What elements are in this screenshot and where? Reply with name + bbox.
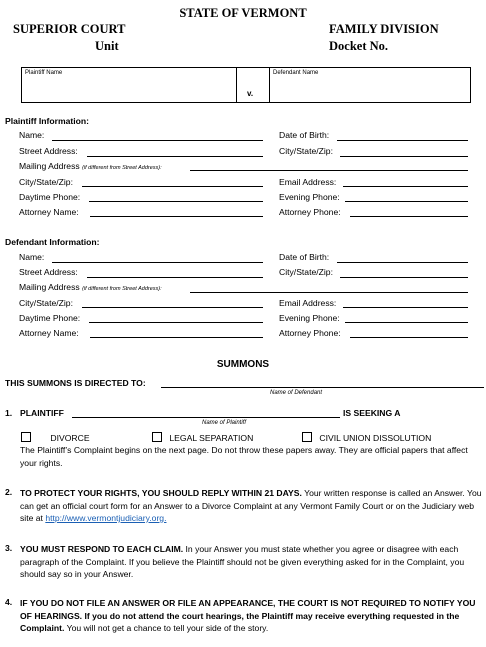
item2-number: 2. (5, 487, 13, 497)
name-of-defendant-caption: Name of Defendant (270, 390, 323, 396)
defendant-attorney-name-input[interactable] (90, 337, 263, 338)
plaintiff-info-title: Plaintiff Information: (5, 116, 90, 126)
legal-separation-checkbox[interactable] (152, 432, 162, 442)
plaintiff-name-field[interactable] (25, 78, 233, 100)
defendant-dob-label: Date of Birth: (279, 252, 330, 262)
plaintiff-mailing-label: Mailing Address (19, 161, 80, 171)
item1-text: The Plaintiff’s Complaint begins on the next page. Do not throw these papers away. They are official papers that affect your rights. (20, 445, 468, 468)
defendant-mailing-input[interactable] (190, 292, 468, 293)
item1-number: 1. (5, 408, 13, 418)
defendant-info-title: Defendant Information: (5, 237, 100, 247)
defendant-attorney-phone-label: Attorney Phone: (279, 328, 341, 338)
civil-union-checkbox[interactable] (302, 432, 312, 442)
plaintiff-city-top-label: City/State/Zip: (279, 146, 333, 156)
defendant-name-label: Defendant Name (273, 70, 319, 76)
plaintiff-name-label2: Name: (19, 130, 45, 140)
item1-plaintiff-input[interactable] (72, 417, 340, 418)
defendant-mailing-note: (if different from Street Address): (82, 286, 162, 292)
item3-heading: YOU MUST RESPOND TO EACH CLAIM. (20, 544, 184, 554)
defendant-city-top-label: City/State/Zip: (279, 267, 333, 277)
name-of-plaintiff-caption: Name of Plaintiff (202, 420, 247, 426)
plaintiff-dob-label: Date of Birth: (279, 130, 330, 140)
item4-paragraph (20, 597, 482, 635)
plaintiff-street-input[interactable] (87, 156, 263, 157)
plaintiff-evening-input[interactable] (345, 201, 468, 202)
defendant-city-top-input[interactable] (340, 277, 468, 278)
item2-heading: TO PROTECT YOUR RIGHTS, YOU SHOULD REPLY WITHIN 21 DAYS. (20, 488, 302, 498)
item1-plaintiff-label: PLAINTIFF (20, 408, 64, 418)
defendant-city-label: City/State/Zip: (19, 298, 73, 308)
defendant-city-input[interactable] (82, 307, 263, 308)
defendant-evening-input[interactable] (345, 322, 468, 323)
judiciary-link[interactable]: http://www.vermontjudiciary.org. (45, 513, 167, 523)
court-name: SUPERIOR COURT (13, 22, 126, 36)
item3-number: 3. (5, 543, 13, 553)
plaintiff-attorney-name-label: Attorney Name: (19, 207, 79, 217)
plaintiff-name-input[interactable] (52, 140, 263, 141)
defendant-daytime-input[interactable] (89, 322, 263, 323)
defendant-dob-input[interactable] (337, 262, 468, 263)
defendant-street-label: Street Address: (19, 267, 78, 277)
plaintiff-city-top-input[interactable] (340, 156, 468, 157)
defendant-name-label2: Name: (19, 252, 45, 262)
defendant-attorney-phone-input[interactable] (350, 337, 468, 338)
civil-union-label: CIVIL UNION DISSOLUTION (319, 433, 432, 443)
item2-text: Your written response is called an Answer. You can get an official court form for an Answer to a Divorce Complaint at any Vermont Family Court or on the Judiciary web site at (20, 488, 482, 523)
divorce-label: DIVORCE (50, 433, 90, 443)
unit-label: Unit (95, 39, 119, 53)
state-title: STATE OF VERMONT (179, 6, 307, 20)
versus-label: v. (247, 89, 254, 98)
item3-text: In your Answer you must state whether you agree or disagree with each paragraph of the Complaint. If you believe the Plaintiff should not be given everything asked for in the Complaint, you should say so in your Answer. (20, 544, 465, 579)
divorce-checkbox[interactable] (21, 432, 31, 442)
plaintiff-name-label: Plaintiff Name (25, 70, 63, 76)
summons-title: SUMMONS (216, 359, 270, 370)
directed-to-label: THIS SUMMONS IS DIRECTED TO: (5, 378, 146, 388)
defendant-evening-label: Evening Phone: (279, 313, 340, 323)
defendant-street-input[interactable] (87, 277, 263, 278)
directed-to-input[interactable] (161, 387, 484, 388)
item2-paragraph (20, 487, 482, 525)
plaintiff-attorney-phone-label: Attorney Phone: (279, 207, 341, 217)
defendant-email-input[interactable] (343, 307, 468, 308)
item3-paragraph (20, 543, 482, 581)
caption-box (21, 67, 471, 103)
item4-number: 4. (5, 597, 13, 607)
plaintiff-evening-label: Evening Phone: (279, 192, 340, 202)
plaintiff-email-label: Email Address: (279, 177, 337, 187)
plaintiff-daytime-input[interactable] (89, 201, 263, 202)
docket-label: Docket No. (329, 39, 389, 53)
plaintiff-street-label: Street Address: (19, 146, 78, 156)
plaintiff-city-label: City/State/Zip: (19, 177, 73, 187)
legal-separation-label: LEGAL SEPARATION (169, 433, 254, 443)
plaintiff-dob-input[interactable] (337, 140, 468, 141)
defendant-attorney-name-label: Attorney Name: (19, 328, 79, 338)
plaintiff-mailing-note: (if different from Street Address): (82, 165, 162, 171)
plaintiff-mailing-input[interactable] (190, 170, 468, 171)
plaintiff-attorney-name-input[interactable] (90, 216, 263, 217)
defendant-mailing-label: Mailing Address (19, 282, 80, 292)
defendant-name-input[interactable] (52, 262, 263, 263)
item4-heading: IF YOU DO NOT FILE AN ANSWER OR FILE AN APPEARANCE, THE COURT IS NOT REQUIRED TO NOTIFY YOU OF HEARINGS. If you do not attend the court hearings, the Plaintiff may receive everything requested in the Complaint. (20, 598, 476, 633)
division-name: FAMILY DIVISION (329, 22, 439, 36)
plaintiff-attorney-phone-input[interactable] (350, 216, 468, 217)
defendant-daytime-label: Daytime Phone: (19, 313, 81, 323)
item1-seeking-label: IS SEEKING A (343, 408, 401, 418)
item4-text: You will not get a chance to tell your side of the story. (66, 623, 269, 633)
plaintiff-daytime-label: Daytime Phone: (19, 192, 81, 202)
defendant-name-field[interactable] (273, 78, 467, 100)
defendant-email-label: Email Address: (279, 298, 337, 308)
plaintiff-email-input[interactable] (343, 186, 468, 187)
plaintiff-city-input[interactable] (82, 186, 263, 187)
